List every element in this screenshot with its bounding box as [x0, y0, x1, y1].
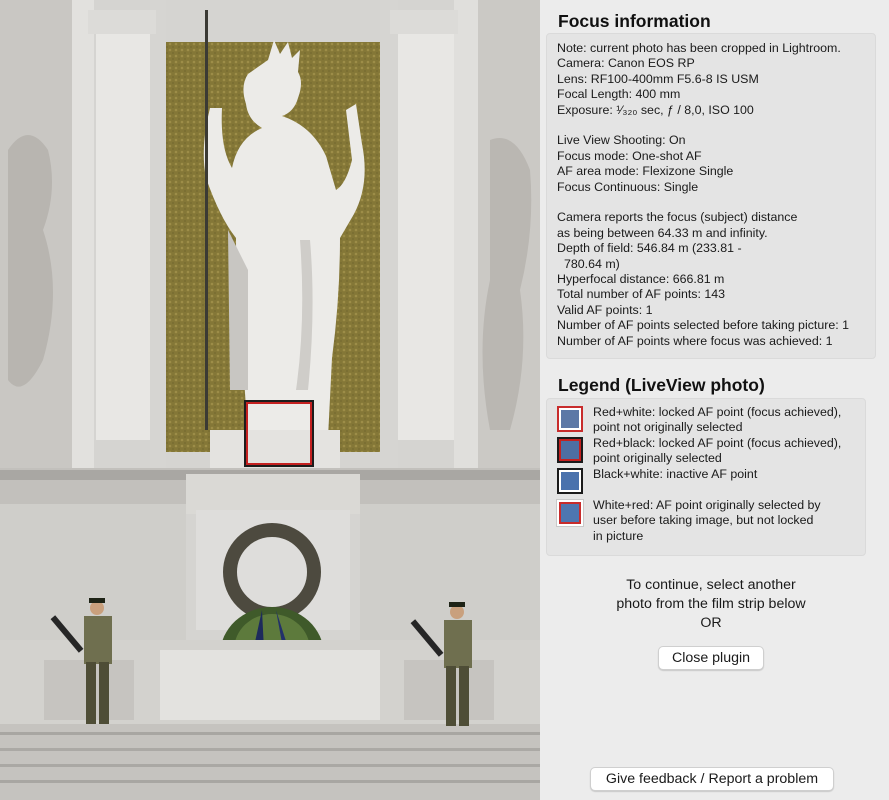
info-total-af: Total number of AF points: 143	[557, 287, 726, 302]
info-af-selected: Number of AF points selected before taking picture: 1	[557, 318, 850, 333]
red-white-swatch-icon	[557, 406, 583, 432]
info-dof-2: 780.64 m)	[564, 256, 620, 271]
info-live-view: Live View Shooting: On	[557, 133, 686, 148]
white-red-swatch-icon	[557, 500, 583, 526]
legend-line: Black+white: inactive AF point	[593, 467, 758, 481]
close-plugin-button[interactable]: Close plugin	[658, 646, 764, 670]
red-black-swatch-icon	[557, 437, 583, 463]
legend-line: White+red: AF point originally selected by	[593, 498, 821, 512]
info-focus-continuous: Focus Continuous: Single	[557, 179, 699, 194]
legend-item-text	[593, 436, 863, 467]
info-spacer	[557, 195, 875, 210]
continue-or: OR	[700, 615, 722, 631]
info-distance-1: Camera reports the focus (subject) distance	[557, 210, 798, 225]
info-valid-af: Valid AF points: 1	[557, 302, 653, 317]
info-note: Note: current photo has been cropped in Lightroom.	[557, 41, 841, 55]
info-exposure: Exposure: ¹⁄₃₂₀ sec, ƒ / 8,0, ISO 100	[557, 102, 754, 117]
info-focal-length: Focal Length: 400 mm	[557, 87, 681, 102]
black-white-swatch-icon	[557, 468, 583, 494]
legend-item-text	[593, 467, 863, 482]
legend-item-text	[593, 405, 863, 436]
info-hyperfocal: Hyperfocal distance: 666.81 m	[557, 272, 725, 287]
legend-line: in picture	[593, 528, 644, 543]
legend-line: user before taking image, but not locked	[593, 513, 814, 528]
legend-box	[546, 398, 866, 556]
feedback-button[interactable]: Give feedback / Report a problem	[590, 767, 834, 791]
plugin-panel	[540, 0, 889, 800]
focus-info-box	[546, 33, 876, 359]
info-focus-mode: Focus mode: One-shot AF	[557, 148, 702, 163]
legend-title: Legend (LiveView photo)	[558, 375, 765, 395]
legend-line: point not originally selected	[593, 420, 743, 435]
info-distance-2: as being between 64.33 m and infinity.	[557, 225, 768, 240]
continue-line: photo from the film strip below	[616, 596, 806, 612]
af-point-marker	[244, 400, 314, 467]
focus-info-title: Focus information	[558, 11, 711, 31]
info-camera: Camera: Canon EOS RP	[557, 56, 695, 71]
info-dof-1: Depth of field: 546.84 m (233.81 -	[557, 241, 742, 256]
info-spacer	[557, 118, 875, 133]
continue-line: To continue, select another	[626, 577, 796, 593]
info-af-area-mode: AF area mode: Flexizone Single	[557, 164, 734, 179]
info-af-achieved: Number of AF points where focus was achieved: 1	[557, 333, 833, 348]
continue-instructions	[570, 576, 852, 633]
info-lens: Lens: RF100-400mm F5.6-8 IS USM	[557, 71, 759, 86]
legend-line: Red+black: locked AF point (focus achieved),	[593, 436, 842, 450]
legend-line: point originally selected	[593, 451, 722, 466]
legend-line: Red+white: locked AF point (focus achieved),	[593, 405, 842, 419]
legend-item-text	[593, 498, 863, 544]
